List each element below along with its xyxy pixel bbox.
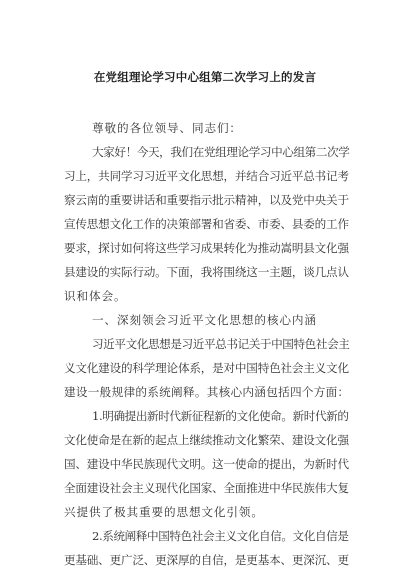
paragraph-line: 建设一般规律的系统阐释。其核心内涵包括四个方面： <box>64 385 350 399</box>
paragraph-line: 全面建设社会主义现代化国家、全面推进中华民族伟大复 <box>64 481 349 495</box>
paragraph-line: 习近平文化思想是习近平总书记关于中国特色社会主 <box>92 337 350 351</box>
paragraph-line: 要求，探讨如何将这些学习成果转化为推动嵩明县文化强 <box>64 241 349 255</box>
paragraph-line: 察云南的重要讲话和重要指示批示精神，以及党中央关于 <box>64 193 349 207</box>
paragraph-line: 习上，共同学习习近平文化思想，并结合习近平总书记考 <box>64 169 349 183</box>
paragraph-line: 1.明确提出新时代新征程新的文化使命。新时代新的 <box>92 409 349 423</box>
paragraph-line: 文化使命是在新的起点上继续推动文化繁荣、建设文化强 <box>64 433 349 447</box>
paragraph-line: 大家好！今天，我们在党组理论学习中心组第二次学 <box>92 145 350 159</box>
section-heading: 一、深刻领会习近平文化思想的核心内涵 <box>92 313 317 327</box>
paragraph-line: 兴提供了极其重要的思想文化引领。 <box>64 505 264 519</box>
paragraph-line: 更基础、更广泛、更深厚的自信，是更基本、更深沉、更 <box>64 553 349 567</box>
paragraph-line: 识和体会。 <box>64 289 127 303</box>
document-title: 在党组理论学习中心组第二次学习上的发言 <box>93 70 317 84</box>
paragraph-line: 宣传思想文化工作的决策部署和省委、市委、县委的工作 <box>64 217 349 231</box>
paragraph-line: 2.系统阐释中国特色社会主义文化自信。文化自信是 <box>92 529 349 543</box>
paragraph-line: 县建设的实际行动。下面，我将围绕这一主题，谈几点认 <box>64 265 349 279</box>
paragraph-line: 义文化建设的科学理论体系，是对中国特色社会主义文化 <box>64 361 349 375</box>
paragraph-line: 国、建设中华民族现代文明。这一使命的提出，为新时代 <box>64 457 349 471</box>
salutation: 尊敬的各位领导、同志们： <box>92 121 242 135</box>
